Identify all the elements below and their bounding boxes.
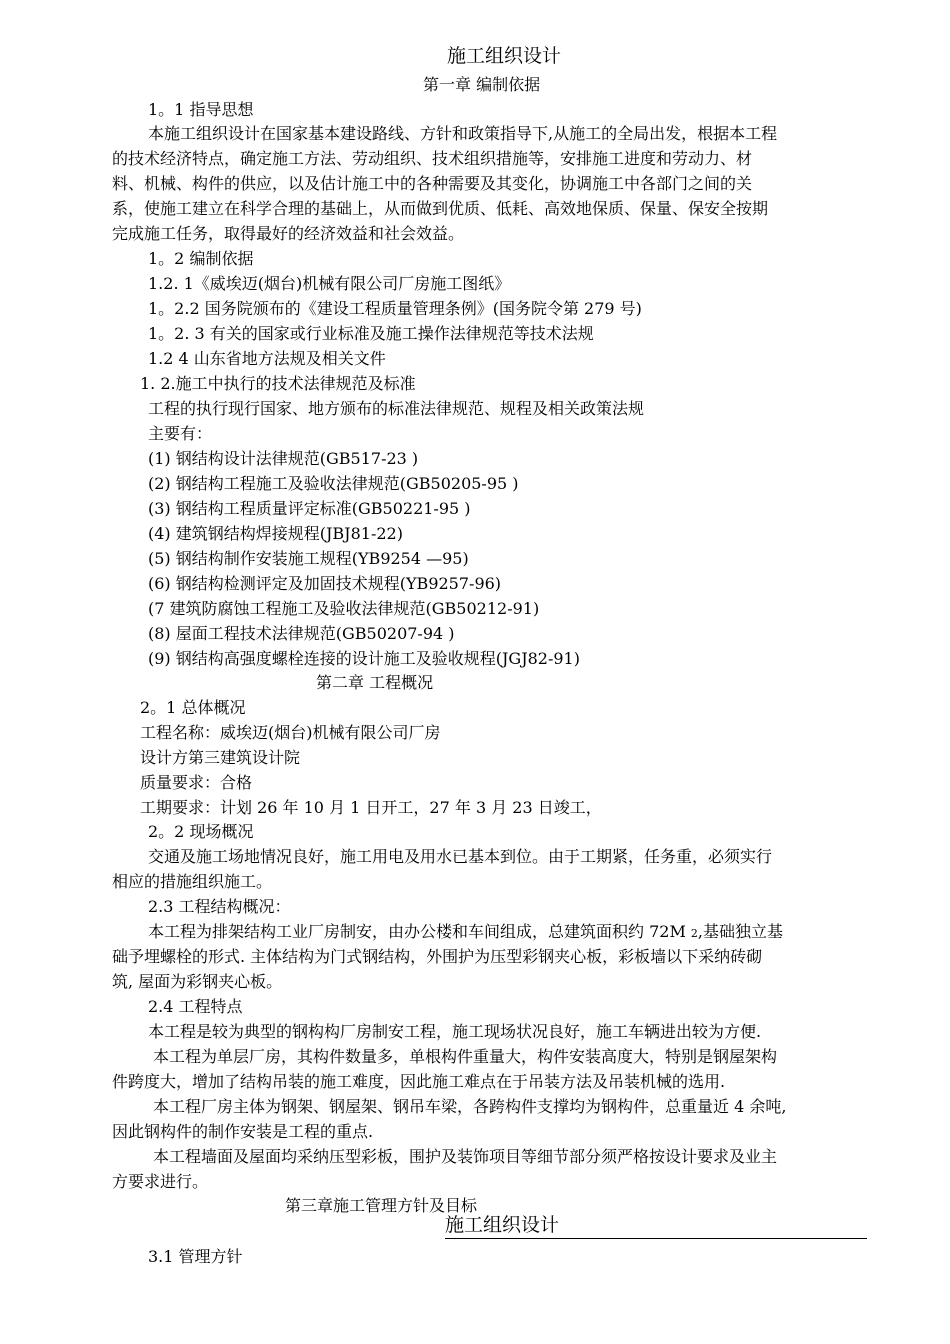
paragraph-line: 料、机械、构件的供应，以及估计施工中的各种需要及其变化，协调施工中各部门之间的关 bbox=[112, 174, 753, 193]
paragraph-line: 本工程为单层厂房，其构件数量多，单根构件重量大，构件安装高度大，特别是钢屋架构 bbox=[153, 1047, 778, 1066]
paragraph-line: 础予埋螺栓的形式. 主体结构为门式钢结构，外围护为压型彩钢夹心板，彩板墙以下采纳砖砌 bbox=[112, 947, 763, 966]
standard-item: (9) 钢结构高强度螺栓连接的设计施工及验收规程(JGJ82-91) bbox=[148, 649, 580, 668]
standard-item: (3) 钢结构工程质量评定标准(GB50221-95 ) bbox=[148, 499, 471, 518]
paragraph-text: 本工程为排架结构工业厂房制安，由办公楼和车间组成，总建筑面积约 72M bbox=[148, 922, 691, 941]
standard-item: (2) 钢结构工程施工及验收法律规范(GB50205-95 ) bbox=[148, 474, 519, 493]
running-header-title: 施工组织设计 bbox=[445, 1214, 560, 1236]
paragraph-line: 系，使施工建立在科学合理的基础上，从而做到优质、低耗、高效地保质、保量、保安全按期 bbox=[112, 199, 769, 218]
basis-item: 1。2.2 国务院颁布的《建设工程质量管理条例》(国务院令第 279 号) bbox=[148, 299, 642, 318]
paragraph-line: 本工程墙面及屋面均采纳压型彩板，围护及装饰项目等细节部分须严格按设计要求及业主 bbox=[153, 1147, 778, 1166]
section-2-4-heading: 2.4 工程特点 bbox=[148, 997, 243, 1016]
paragraph-line: 筑, 屋面为彩钢夹心板。 bbox=[112, 972, 283, 991]
chapter-1-heading: 第一章 编制依据 bbox=[423, 75, 541, 94]
chapter-3-heading: 第三章施工管理方针及目标 bbox=[285, 1196, 478, 1215]
standards-intro: 工程的执行现行国家、地方颁布的标准法律规范、规程及相关政策法规 bbox=[148, 399, 645, 418]
overview-line: 设计方第三建筑设计院 bbox=[140, 748, 301, 767]
paragraph-line: 的技术经济特点，确定施工方法、劳动组织、技术组织措施等，安排施工进度和劳动力、材 bbox=[112, 149, 753, 168]
paragraph-line: 交通及施工场地情况良好，施工用电及用水已基本到位。由于工期紧，任务重，必须实行 bbox=[148, 847, 773, 866]
basis-item: 1.2. 1《威埃迈(烟台)机械有限公司厂房施工图纸》 bbox=[148, 274, 511, 293]
area-unit-superscript: 2 bbox=[690, 927, 698, 940]
paragraph-line: 本工程厂房主体为钢架、钢屋架、钢吊车梁，各跨构件支撑均为钢构件，总重量近 4 余吨, bbox=[153, 1097, 787, 1116]
paragraph-line: 本工程是较为典型的钢构构厂房制安工程，施工现场状况良好，施工车辆进出较为方便. bbox=[148, 1022, 762, 1041]
overview-line: 工程名称：威埃迈(烟台)机械有限公司厂房 bbox=[140, 723, 441, 742]
standard-item: (5) 钢结构制作安装施工规程(YB9254 —95) bbox=[148, 549, 469, 568]
section-2-1-heading: 2。1 总体概况 bbox=[140, 698, 246, 717]
paragraph-line: 相应的措施组织施工。 bbox=[112, 872, 273, 891]
basis-item: 1。2. 3 有关的国家或行业标准及施工操作法律规范等技术法规 bbox=[148, 324, 594, 343]
paragraph-text: ,基础独立基 bbox=[697, 922, 784, 941]
overview-line: 工期要求：计划 26 年 10 月 1 日开工，27 年 3 月 23 日竣工， bbox=[140, 798, 602, 817]
chapter-2-heading: 第二章 工程概况 bbox=[316, 673, 434, 692]
section-2-3-heading: 2.3 工程结构概况： bbox=[148, 897, 291, 916]
standards-main-label: 主要有： bbox=[148, 424, 213, 443]
paragraph-line: 完成施工任务，取得最好的经济效益和社会效益。 bbox=[112, 224, 465, 243]
standards-heading: 1. 2.施工中执行的技术法律规范及标准 bbox=[140, 374, 416, 393]
paragraph-line: 因此钢构件的制作安装是工程的重点. bbox=[112, 1122, 374, 1141]
paragraph-line bbox=[148, 920, 783, 946]
standard-item: (1) 钢结构设计法律规范(GB517-23 ) bbox=[148, 449, 419, 468]
section-3-1-heading: 3.1 管理方针 bbox=[148, 1247, 243, 1266]
paragraph-line: 方要求进行。 bbox=[112, 1172, 209, 1191]
section-2-2-heading: 2。2 现场概况 bbox=[148, 822, 254, 841]
running-header bbox=[445, 1212, 867, 1239]
standard-item: (4) 建筑钢结构焊接规程(JBJ81-22) bbox=[148, 524, 403, 543]
overview-line: 质量要求：合格 bbox=[140, 773, 253, 792]
document-title: 施工组织设计 bbox=[447, 45, 562, 67]
paragraph-line: 本施工组织设计在国家基本建设路线、方针和政策指导下,从施工的全局出发，根据本工程 bbox=[148, 124, 778, 143]
paragraph-line: 件跨度大，增加了结构吊装的施工难度，因此施工难点在于吊装方法及吊装机械的选用. bbox=[112, 1072, 726, 1091]
basis-item: 1.2 4 山东省地方法规及相关文件 bbox=[148, 349, 386, 368]
standard-item: (8) 屋面工程技术法律规范(GB50207-94 ) bbox=[148, 624, 455, 643]
section-1-1-heading: 1。1 指导思想 bbox=[148, 100, 254, 119]
standard-item: (7 建筑防腐蚀工程施工及验收法律规范(GB50212-91) bbox=[148, 599, 540, 618]
standard-item: (6) 钢结构检测评定及加固技术规程(YB9257-96) bbox=[148, 574, 502, 593]
section-1-2-heading: 1。2 编制依据 bbox=[148, 249, 254, 268]
